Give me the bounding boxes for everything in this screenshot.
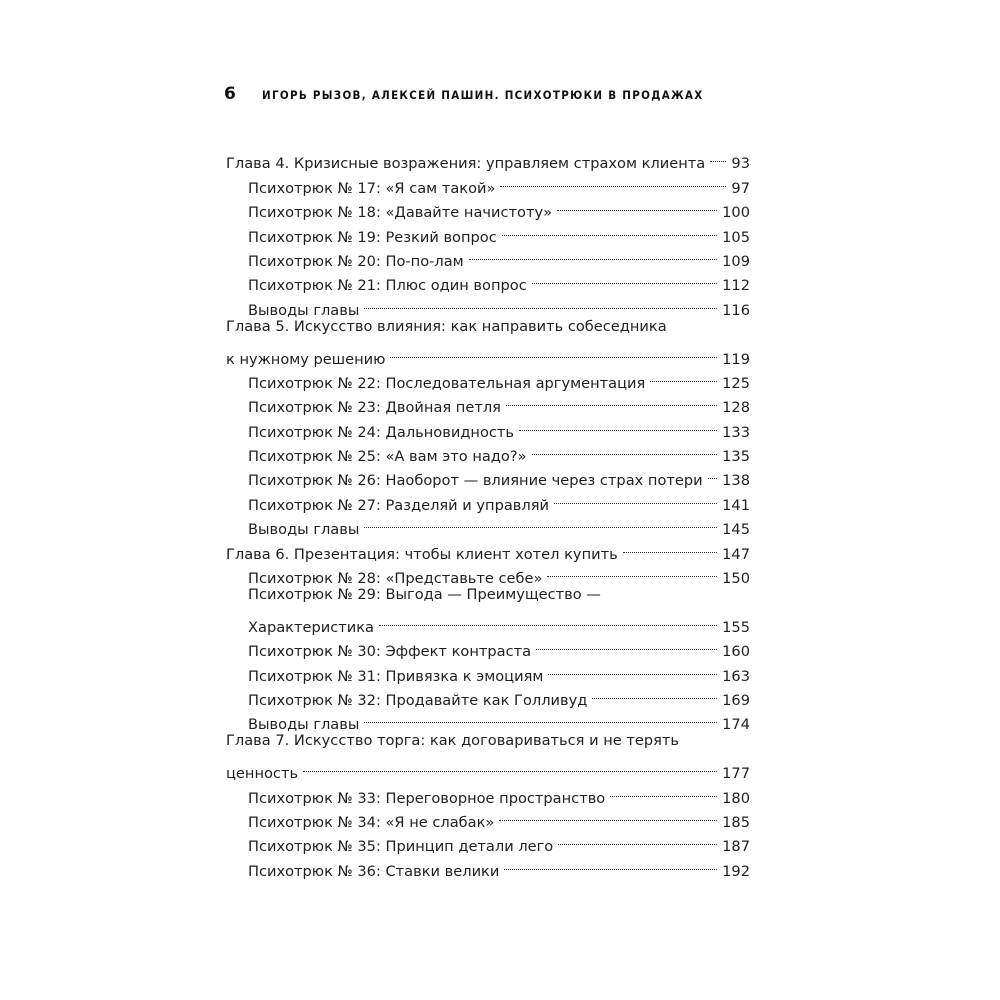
toc-entry-title: Глава 5. Искусство влияния: как направить собеседника (226, 317, 667, 335)
toc-entry-page: 116 (722, 301, 750, 319)
toc-entry-title: Психотрюк № 36: Ставки велики (248, 862, 500, 880)
toc-entry-chapter[interactable] (226, 754, 750, 783)
toc-entry-section[interactable] (226, 778, 750, 807)
toc-entry-title: Психотрюк № 19: Резкий вопрос (248, 228, 497, 246)
toc-entry-title: Глава 4. Кризисные возражения: управляем страхом клиента (226, 155, 706, 173)
dot-leader (621, 534, 719, 558)
dot-leader (706, 461, 720, 485)
dot-leader (546, 656, 719, 680)
dot-leader (301, 754, 719, 778)
toc-entry-title: Психотрюк № 35: Принцип детали лего (248, 838, 554, 856)
dot-leader (498, 168, 728, 192)
toc-entry-page: 105 (722, 228, 750, 246)
toc-entry-page: 133 (722, 423, 750, 441)
toc-entry-page: 135 (722, 448, 750, 466)
toc-entry-page: 192 (722, 862, 750, 880)
toc-entry-title: Психотрюк № 18: «Давайте начистоту» (248, 204, 553, 222)
toc-entry-page: 93 (731, 155, 750, 173)
toc-entry-page: 169 (722, 691, 750, 709)
toc-entry-title: Психотрюк № 26: Наоборот — влияние через страх потери (248, 472, 703, 490)
toc-entry-page: 187 (722, 838, 750, 856)
toc-entry-title: Психотрюк № 28: «Представьте себе» (248, 570, 543, 588)
dot-leader (362, 705, 719, 729)
toc-entry-title: Глава 7. Искусство торга: как договариваться и не терять (226, 732, 679, 750)
toc-entry-page: 138 (722, 472, 750, 490)
dot-leader (517, 412, 719, 436)
dot-leader (552, 485, 719, 509)
toc-entry-title: к нужному решению (226, 350, 386, 368)
toc-entry-page: 185 (722, 813, 750, 831)
toc-entry-title: Психотрюк № 22: Последовательная аргументация (248, 374, 646, 392)
dot-leader (530, 437, 720, 461)
toc-entry-title: Характеристика (248, 618, 374, 636)
toc-entry-title: Психотрюк № 24: Дальновидность (248, 423, 515, 441)
toc-entry-page: 180 (722, 789, 750, 807)
toc-entry-title: Психотрюк № 20: По-по-лам (248, 252, 464, 270)
toc-entry-title: Психотрюк № 33: Переговорное пространство (248, 789, 606, 807)
toc-entry-chapter[interactable] (226, 315, 750, 339)
toc-entry-title: Психотрюк № 29: Выгода — Преимущество — (248, 586, 601, 604)
toc-entry-page: 100 (722, 204, 750, 222)
toc-entry-page: 109 (722, 252, 750, 270)
toc-entry-page: 125 (722, 374, 750, 392)
dot-leader (608, 778, 719, 802)
dot-leader (648, 364, 719, 388)
table-of-contents (226, 144, 750, 880)
toc-entry-title: Глава 6. Презентация: чтобы клиент хотел купить (226, 545, 618, 563)
dot-leader (590, 681, 719, 705)
toc-entry-section[interactable] (226, 607, 750, 636)
toc-entry-page: 112 (722, 277, 750, 295)
dot-leader (467, 242, 719, 266)
toc-entry-title: Выводы главы (248, 521, 360, 539)
dot-leader (497, 803, 719, 827)
dot-leader (504, 388, 719, 412)
toc-entry-page: 160 (722, 643, 750, 661)
dot-leader (545, 559, 719, 583)
dot-leader (377, 607, 719, 631)
toc-entry-title: ценность (226, 765, 299, 783)
dot-leader (708, 144, 728, 168)
toc-entry-title: Психотрюк № 32: Продавайте как Голливуд (248, 691, 588, 709)
toc-entry-page: 174 (722, 716, 750, 734)
toc-entry-title: Психотрюк № 25: «А вам это надо?» (248, 448, 527, 466)
dot-leader (502, 851, 719, 875)
dot-leader (534, 632, 719, 656)
toc-entry-title: Психотрюк № 30: Эффект контраста (248, 643, 532, 661)
toc-entry-title: Психотрюк № 23: Двойная петля (248, 399, 501, 417)
running-head (224, 84, 704, 108)
toc-entry-page: 145 (722, 521, 750, 539)
dot-leader (362, 510, 719, 534)
toc-entry-page: 128 (722, 399, 750, 417)
dot-leader (500, 217, 719, 241)
toc-entry-title: Психотрюк № 21: Плюс один вопрос (248, 277, 527, 295)
page-number: 6 (224, 84, 236, 104)
toc-entry-page: 97 (731, 179, 750, 197)
toc-entry-page: 119 (722, 350, 750, 368)
toc-entry-title: Психотрюк № 27: Разделяй и управляй (248, 496, 549, 514)
toc-entry-page: 155 (722, 618, 750, 636)
toc-entry-page: 163 (722, 667, 750, 685)
dot-leader (555, 193, 719, 217)
toc-entry-title: Выводы главы (248, 301, 360, 319)
toc-entry-title: Психотрюк № 17: «Я сам такой» (248, 179, 496, 197)
toc-entry-page: 150 (722, 570, 750, 588)
toc-entry-title: Выводы главы (248, 716, 360, 734)
toc-entry-chapter[interactable] (226, 144, 750, 173)
dot-leader (388, 339, 719, 363)
toc-entry-chapter[interactable] (226, 729, 750, 753)
dot-leader (530, 266, 719, 290)
dot-leader (556, 827, 719, 851)
toc-entry-section[interactable] (226, 583, 750, 607)
running-head-title: ИГОРЬ РЫЗОВ, АЛЕКСЕЙ ПАШИН. ПСИХОТРЮКИ В ПРОДАЖАХ (262, 88, 704, 102)
toc-entry-chapter[interactable] (226, 339, 750, 368)
toc-entry-title: Психотрюк № 34: «Я не слабак» (248, 813, 495, 831)
dot-leader (362, 290, 719, 314)
toc-entry-title: Психотрюк № 31: Привязка к эмоциям (248, 667, 544, 685)
toc-entry-page: 141 (722, 496, 750, 514)
toc-entry-page: 147 (722, 545, 750, 563)
toc-entry-page: 177 (722, 765, 750, 783)
